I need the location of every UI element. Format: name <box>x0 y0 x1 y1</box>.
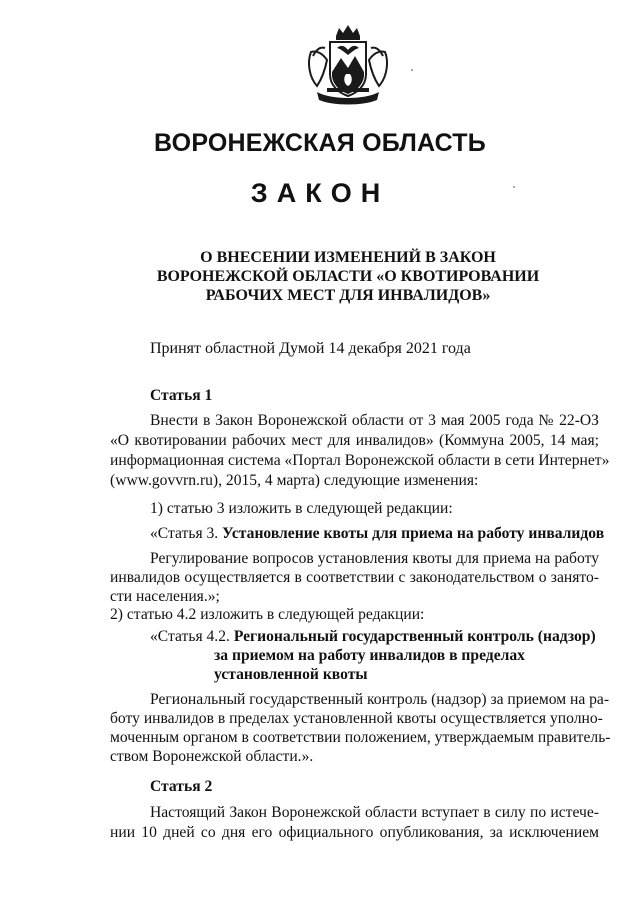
paragraph-line: (www.govvrn.ru), 2015, 4 марта) следующие изменения: <box>110 472 479 489</box>
law-title-line: ВОРОНЕЖСКОЙ ОБЛАСТИ «О КВОТИРОВАНИИ <box>156 268 540 285</box>
amendment-item-1: 1) статью 3 изложить в следующей редакции: <box>150 500 453 517</box>
article-3-heading <box>150 524 604 543</box>
paragraph-line: Настоящий Закон Воронежской области вступает в силу по истече- <box>150 804 599 821</box>
paragraph-line: нии 10 дней со дня его официального опубликования, за исключением <box>110 824 599 841</box>
scan-speck <box>411 69 413 71</box>
article-3-prefix: «Статья 3. <box>150 525 223 542</box>
paragraph-line: ством Воронежской области.». <box>110 748 314 765</box>
region-title: ВОРОНЕЖСКАЯ ОБЛАСТЬ <box>154 129 486 157</box>
article-3-title: Установление квоты для приема на работу инвалидов <box>222 525 605 542</box>
paragraph-line: Региональный государственный контроль (надзор) за приемом на ра- <box>150 691 610 708</box>
law-title-line: РАБОЧИХ МЕСТ ДЛЯ ИНВАЛИДОВ» <box>205 287 491 304</box>
amendment-item-2: 2) статью 4.2 изложить в следующей редакции: <box>110 606 425 623</box>
article-4-2-title-line: установленной квоты <box>214 666 368 683</box>
article-4-2-heading <box>150 627 596 646</box>
article-4-2-title-line: за приемом на работу инвалидов в пределах <box>214 647 525 664</box>
coat-of-arms-icon <box>303 22 393 108</box>
paragraph-line: боту инвалидов в пределах установленной квоты осуществляется уполно- <box>110 710 603 727</box>
paragraph-line: инвалидов осуществляется в соответствии с законодательством о занято- <box>110 569 599 586</box>
paragraph-line: Внести в Закон Воронежской области от 3 мая 2005 года № 22-ОЗ <box>150 412 599 429</box>
article-4-2-title: Региональный государственный контроль (надзор) <box>233 628 596 645</box>
law-title-line: О ВНЕСЕНИИ ИЗМЕНЕНИЙ В ЗАКОН <box>200 249 496 266</box>
paragraph-line: моченным органом в соответствии положением, утверждаемым правитель- <box>110 729 611 746</box>
document-type: ЗАКОН <box>250 178 390 208</box>
paragraph-line: информационная система «Портал Воронежской области в сети Интернет» <box>110 452 610 469</box>
article-2-heading: Статья 2 <box>150 778 213 795</box>
law-title <box>0 248 640 305</box>
paragraph-line: сти населения.»; <box>110 588 220 605</box>
scan-speck <box>513 186 515 188</box>
paragraph-line: Регулирование вопросов установления квоты для приема на работу <box>150 550 599 567</box>
adoption-date: Принят областной Думой 14 декабря 2021 года <box>150 340 471 357</box>
paragraph-line: «О квотировании рабочих мест для инвалидов» (Коммуна 2005, 14 мая; <box>110 432 599 449</box>
article-1-heading: Статья 1 <box>150 387 213 404</box>
article-4-2-prefix: «Статья 4.2. <box>150 628 234 645</box>
